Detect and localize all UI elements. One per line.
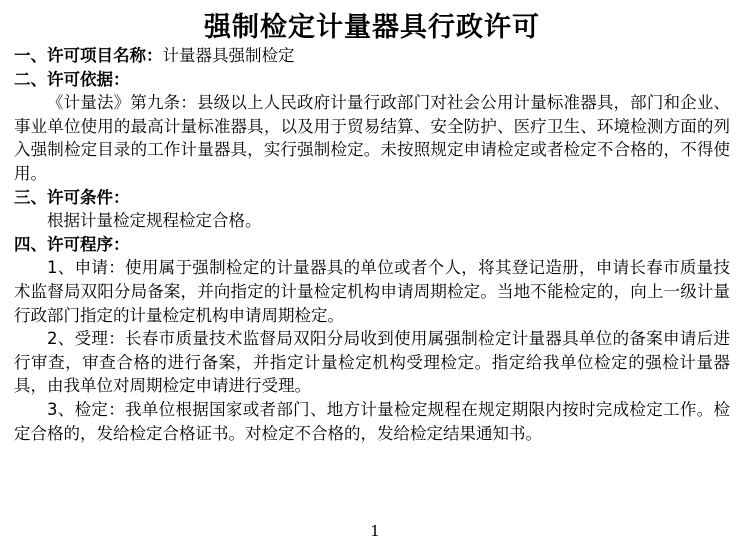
procedure-apply-paragraph: 1、申请：使用属于强制检定的计量器具的单位或者个人，将其登记造册，申请长春市质量技术监督局双阳分局备案，并向指定的计量检定机构申请周期检定。当地不能检定的，向上一级计量行政部门指定的计量检定机构申请周期检定。 [14,258,730,325]
section-2-heading: 二、许可依据： [14,69,130,89]
permit-condition-paragraph: 根据计量检定规程检定合格。 [47,211,262,231]
document-body [14,44,730,445]
page-number: 1 [370,522,380,540]
section-3-heading: 三、许可条件： [14,187,130,207]
procedure-verify-paragraph: 3、检定：我单位根据国家或者部门、地方计量检定规程在规定期限内按时完成检定工作。检定合格的，发给检定合格证书。对检定不合格的，发给检定结果通知书。 [14,399,730,443]
procedure-accept-paragraph: 2、受理：长春市质量技术监督局双阳分局收到使用属强制检定计量器具单位的备案申请后进行审查，审查合格的进行备案，并指定计量检定机构受理检定。指定给我单位检定的强检计量器具，由我单位对周期检定申请进行受理。 [14,329,730,396]
document-title: 强制检定计量器具行政许可 [204,12,540,43]
section-4-heading: 四、许可程序： [14,234,130,254]
legal-basis-paragraph: 《计量法》第九条：县级以上人民政府计量行政部门对社会公用计量标准器具，部门和企业、事业单位使用的最高计量标准器具，以及用于贸易结算、安全防护、医疗卫生、环境检测方面的列入强制检定目录的工作计量器具，实行强制检定。未按照规定申请检定或者检定不合格的，不得使用。 [14,93,730,183]
section-1-heading: 一、许可项目名称：计量器具强制检定 [14,46,295,65]
permit-item-name: 计量器具强制检定 [162,46,295,65]
